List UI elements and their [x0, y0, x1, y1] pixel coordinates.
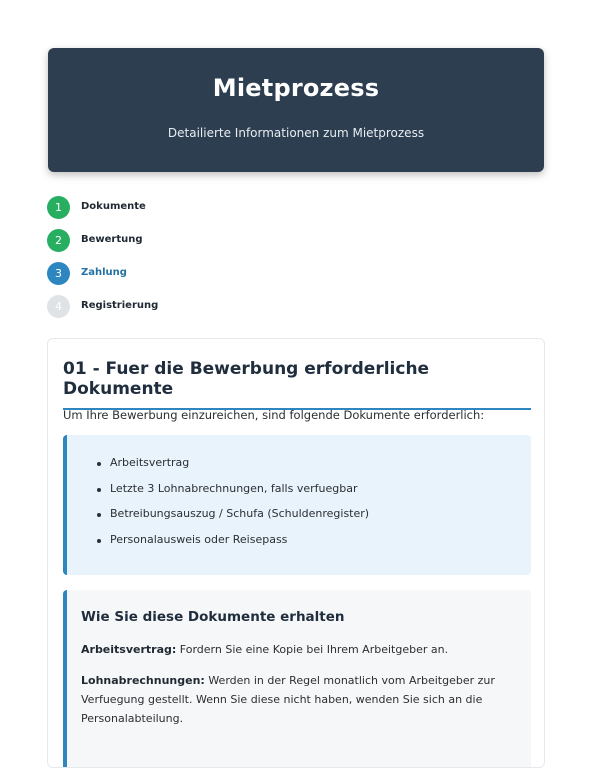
step-bewertung[interactable] — [47, 229, 347, 262]
step-zahlung[interactable] — [47, 262, 347, 295]
required-documents-box — [63, 435, 531, 575]
list-item: Letzte 3 Lohnabrechnungen, falls verfuegbar — [107, 482, 369, 508]
section-title: 01 - Fuer die Bewerbung erforderliche Dokumente — [63, 359, 531, 410]
step-label: Zahlung — [81, 267, 127, 278]
how-to-item — [81, 671, 511, 728]
list-item: Personalausweis oder Reisepass — [107, 533, 369, 559]
step-label: Bewertung — [81, 234, 143, 245]
how-to-item — [81, 640, 511, 659]
page-header — [48, 48, 544, 172]
section-card — [47, 338, 545, 768]
step-number: 1 — [47, 196, 70, 219]
page-title: Mietprozess — [212, 74, 380, 102]
how-to-item-text: Fordern Sie eine Kopie bei Ihrem Arbeitgeber an. — [179, 643, 449, 656]
step-number: 3 — [47, 262, 70, 285]
step-registrierung[interactable] — [47, 295, 347, 328]
how-to-item-label: Arbeitsvertrag: — [81, 643, 177, 656]
step-label: Dokumente — [81, 201, 146, 212]
list-item: Betreibungsauszug / Schufa (Schuldenregister) — [107, 507, 369, 533]
page-subtitle: Detailierte Informationen zum Mietprozess — [167, 126, 425, 140]
how-to-item-label: Lohnabrechnungen: — [81, 674, 205, 687]
step-number: 4 — [47, 295, 70, 318]
how-to-item-text: Werden in der Regel monatlich vom Arbeitgeber zur Verfuegung gestellt. Wenn Sie diese nicht haben, wenden Sie sich an die Personalabteilung. — [81, 674, 495, 725]
section-intro: Um Ihre Bewerbung einzureichen, sind folgende Dokumente erforderlich: — [63, 408, 485, 422]
step-dokumente[interactable] — [47, 196, 347, 229]
step-label: Registrierung — [81, 300, 159, 311]
step-number: 2 — [47, 229, 70, 252]
documents-list — [107, 456, 369, 558]
progress-steps — [47, 196, 347, 328]
list-item: Arbeitsvertrag — [107, 456, 369, 482]
how-to-box — [63, 590, 531, 768]
how-to-title: Wie Sie diese Dokumente erhalten — [81, 609, 345, 625]
